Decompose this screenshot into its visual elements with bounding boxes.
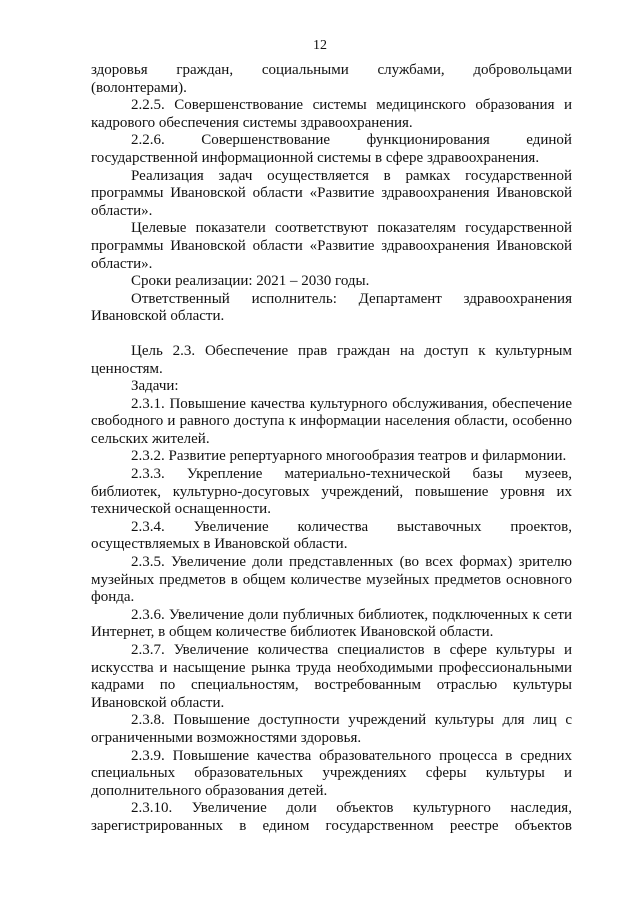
paragraph-text: государственной информационной системы в сфере здравоохранения. [91,149,540,166]
paragraph [91,519,572,554]
paragraph-text: библиотек, культурно-досуговых учреждений, повышение уровня их технической оснащенности. [91,483,572,518]
paragraph: 2.2.5. Совершенствование системы медицинского образования и кадрового обеспечения системы здравоохранения. [91,97,572,131]
paragraph-text: осуществляемых в Ивановской области. [91,536,348,553]
paragraph [91,291,572,326]
section-heading: Цель 2.3. Обеспечение прав граждан на доступ к культурным ценностям. [91,342,572,377]
paragraph [91,800,572,835]
spacer [91,326,572,343]
paragraph: Реализация задач осуществляется в рамках государственной программы Ивановской области «Развитие здравоохранения Ивановской области». [91,167,572,219]
paragraph: 2.3.6. Увеличение доли публичных библиотек, подключенных к сети Интернет, в общем количестве библиотек Ивановской области. [91,606,572,641]
paragraph [91,62,572,97]
paragraph [91,132,572,167]
paragraph-text: Ивановской области. [91,308,225,325]
paragraph: 2.3.8. Повышение доступности учреждений культуры для лиц с ограниченными возможностями здоровья. [91,712,572,746]
paragraph: 2.3.2. Развитие репертуарного многообразия театров и филармонии. [131,448,567,465]
justified-line: 2.3.10. Увеличение доли объектов культурного наследия, [131,800,572,817]
justified-line: зарегистрированных в едином государственном реестре объектов [91,817,572,834]
justified-line: 2.3.3. Укрепление материально-технической базы музеев, [131,466,572,483]
page-number: 12 [313,38,327,53]
paragraph: 2.3.7. Увеличение количества специалистов в сфере культуры и искусства и насыщение рынка труда необходимыми профессиональными кадрами по специальностям, востребованным отраслью культуры Ивановской области. [91,642,572,711]
justified-line: 2.2.6. Совершенствование функционирования единой [131,132,572,149]
justified-line: здоровья граждан, социальными службами, добровольцами [91,62,572,78]
paragraph: 2.3.9. Повышение качества образовательного процесса в средних специальных образовательных учреждениях сферы культуры и дополнительного образования детей. [91,747,572,799]
paragraph: Сроки реализации: 2021 – 2030 годы. [131,273,370,290]
paragraph [91,466,572,519]
justified-line: Ответственный исполнитель: Департамент здравоохранения [131,290,572,307]
paragraph: Задачи: [131,378,179,395]
document-body [91,62,572,836]
paragraph: 2.3.1. Повышение качества культурного обслуживания, обеспечение свободного и равного доступа к информации населения области, особенно сельских жителей. [91,395,572,447]
justified-line: 2.3.4. Увеличение количества выставочных проектов, [131,518,572,535]
paragraph: 2.3.5. Увеличение доли представленных (во всех формах) зрителю музейных предметов в общем количестве музейных предметов основного фонда. [91,554,572,606]
paragraph: Целевые показатели соответствуют показателям государственной программы Ивановской области «Развитие здравоохранения Ивановской области». [91,220,572,272]
paragraph-text: (волонтерами). [91,79,187,96]
